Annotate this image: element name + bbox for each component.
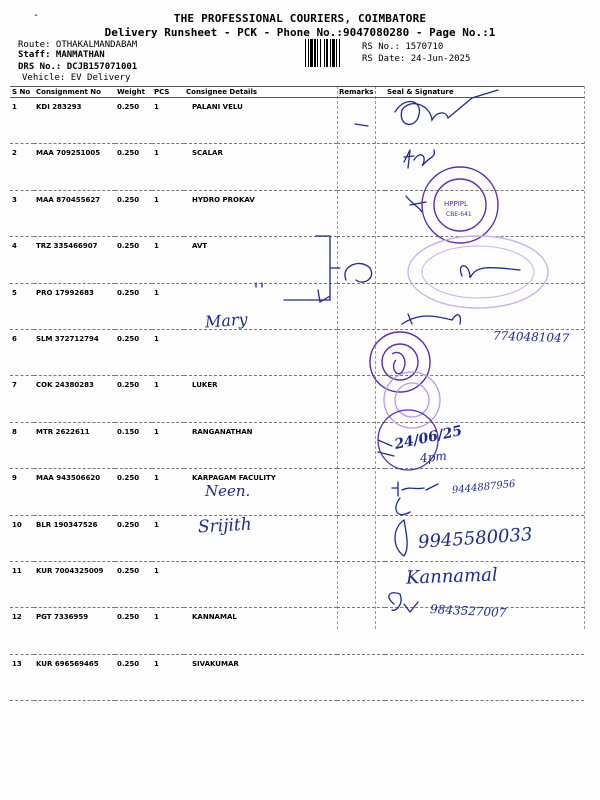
cell-pcs: 1 bbox=[152, 283, 184, 329]
cell-weight: 0.250 bbox=[115, 561, 152, 607]
cell-consignment: PRO 17992683 bbox=[34, 283, 115, 329]
col-signature: Seal & Signature bbox=[385, 87, 584, 98]
handwritten-date: 24/06/25 bbox=[393, 423, 464, 453]
cell-sno: 13 bbox=[10, 654, 34, 700]
handwritten-phone-row-13: 9843527007 bbox=[429, 602, 507, 620]
barcode-image bbox=[305, 39, 357, 67]
route: Route: OTHAKALMANDABAM bbox=[18, 40, 138, 50]
handwritten-phone-row-11: 9945580033 bbox=[417, 524, 534, 553]
cell-consignee: KARPAGAM FACULITY bbox=[184, 469, 337, 515]
cell-pcs: 1 bbox=[152, 237, 184, 283]
col-sno: S No bbox=[10, 87, 34, 98]
cell-pcs: 1 bbox=[152, 190, 184, 236]
handwritten-neen: Neen. bbox=[205, 482, 251, 500]
table-header bbox=[10, 87, 584, 98]
cell-consignment: MAA 709251005 bbox=[34, 144, 115, 190]
cell-consignee: LUKER bbox=[184, 376, 337, 422]
cell-remarks bbox=[337, 190, 385, 236]
col-weight: Weight bbox=[115, 87, 152, 98]
handwritten-mary: Mary bbox=[204, 309, 249, 332]
handwritten-srijith: Srijith bbox=[197, 514, 253, 538]
cell-pcs: 1 bbox=[152, 654, 184, 700]
runsheet-title: Delivery Runsheet - PCK - Phone No.:9047080280 - Page No.:1 bbox=[104, 26, 496, 39]
cell-weight: 0.250 bbox=[115, 329, 152, 375]
cell-sno: 9 bbox=[10, 469, 34, 515]
cell-sno: 6 bbox=[10, 329, 34, 375]
cell-consignment: MAA 870455627 bbox=[34, 190, 115, 236]
cell-signature bbox=[385, 283, 584, 329]
staff: Staff: MANMATHAN bbox=[18, 50, 105, 60]
cell-consignment: SLM 372712794 bbox=[34, 329, 115, 375]
cell-pcs: 1 bbox=[152, 469, 184, 515]
col-consignee: Consignee Details bbox=[184, 87, 337, 98]
company-name: THE PROFESSIONAL COURIERS, COIMBATORE bbox=[173, 12, 427, 25]
cell-pcs: 1 bbox=[152, 98, 184, 144]
table-row bbox=[10, 469, 584, 515]
cell-sno: 8 bbox=[10, 422, 34, 468]
cell-consignment: TRZ 335466907 bbox=[34, 237, 115, 283]
cell-remarks bbox=[337, 608, 385, 654]
cell-signature bbox=[385, 654, 584, 700]
cell-weight: 0.250 bbox=[115, 654, 152, 700]
cell-signature bbox=[385, 98, 584, 144]
rs-number: RS No.: 1570710 bbox=[362, 42, 444, 52]
cell-weight: 0.250 bbox=[115, 98, 152, 144]
cell-signature bbox=[385, 144, 584, 190]
cell-signature bbox=[385, 376, 584, 422]
table-row bbox=[10, 376, 584, 422]
handwritten-kannamal: Kannamal bbox=[405, 564, 498, 589]
cell-consignee: PALANI VELU bbox=[184, 98, 337, 144]
table-row bbox=[10, 144, 584, 190]
table-row bbox=[10, 190, 584, 236]
table-row bbox=[10, 98, 584, 144]
table-row bbox=[10, 237, 584, 283]
svg-text:HPPIPL: HPPIPL bbox=[444, 200, 468, 208]
cell-weight: 0.150 bbox=[115, 422, 152, 468]
cell-pcs: 1 bbox=[152, 329, 184, 375]
col-consignment: Consignment No bbox=[34, 87, 115, 98]
cell-signature bbox=[385, 190, 584, 236]
cell-weight: 0.250 bbox=[115, 376, 152, 422]
cell-remarks bbox=[337, 654, 385, 700]
cell-sno: 1 bbox=[10, 98, 34, 144]
cell-remarks bbox=[337, 98, 385, 144]
cell-consignment: PGT 7336959 bbox=[34, 608, 115, 654]
cell-consignment: KUR 7004325009 bbox=[34, 561, 115, 607]
cell-consignment: KDI 283293 bbox=[34, 98, 115, 144]
cell-weight: 0.250 bbox=[115, 237, 152, 283]
cell-remarks bbox=[337, 376, 385, 422]
cell-remarks bbox=[337, 329, 385, 375]
cell-consignment: KUR 696569465 bbox=[34, 654, 115, 700]
cell-weight: 0.250 bbox=[115, 469, 152, 515]
cell-consignee: SIVAKUMAR bbox=[184, 654, 337, 700]
cell-sno: 11 bbox=[10, 561, 34, 607]
cell-pcs: 1 bbox=[152, 561, 184, 607]
cell-remarks bbox=[337, 561, 385, 607]
col-remarks: Remarks bbox=[337, 87, 385, 98]
cell-remarks bbox=[337, 144, 385, 190]
cell-consignee: AVT bbox=[184, 237, 337, 283]
cell-weight: 0.250 bbox=[115, 608, 152, 654]
vehicle: Vehicle: EV Delivery bbox=[22, 73, 131, 83]
cell-consignee: SCALAR bbox=[184, 144, 337, 190]
cell-consignee: HYDRO PROKAV bbox=[184, 190, 337, 236]
cell-sno: 4 bbox=[10, 237, 34, 283]
handwritten-phone-row-7: 7740481047 bbox=[492, 328, 570, 346]
cell-consignee bbox=[184, 329, 337, 375]
cell-consignment: MTR 2622611 bbox=[34, 422, 115, 468]
cell-consignment: COK 24380283 bbox=[34, 376, 115, 422]
cell-pcs: 1 bbox=[152, 376, 184, 422]
cell-consignee: RANGANATHAN bbox=[184, 422, 337, 468]
cell-consignment: BLR 190347526 bbox=[34, 515, 115, 561]
cell-weight: 0.250 bbox=[115, 144, 152, 190]
cell-sno: 2 bbox=[10, 144, 34, 190]
cell-weight: 0.250 bbox=[115, 515, 152, 561]
cell-sno: 7 bbox=[10, 376, 34, 422]
cell-consignee: KANNAMAL bbox=[184, 608, 337, 654]
table-row bbox=[10, 654, 584, 700]
cell-pcs: 1 bbox=[152, 422, 184, 468]
cell-consignment: MAA 943506620 bbox=[34, 469, 115, 515]
cell-remarks bbox=[337, 469, 385, 515]
cell-pcs: 1 bbox=[152, 608, 184, 654]
cell-signature bbox=[385, 237, 584, 283]
cell-remarks bbox=[337, 422, 385, 468]
handwritten-time: 4pm bbox=[419, 448, 448, 466]
cell-remarks bbox=[337, 283, 385, 329]
table-row bbox=[10, 422, 584, 468]
cell-weight: 0.250 bbox=[115, 190, 152, 236]
cell-remarks bbox=[337, 515, 385, 561]
rs-date: RS Date: 24-Jun-2025 bbox=[362, 54, 471, 64]
cell-remarks bbox=[337, 237, 385, 283]
cell-weight: 0.250 bbox=[115, 283, 152, 329]
cell-sno: 3 bbox=[10, 190, 34, 236]
corner-mark: - bbox=[33, 10, 40, 21]
cell-consignee bbox=[184, 561, 337, 607]
svg-text:CBE-641: CBE-641 bbox=[446, 211, 472, 218]
cell-sno: 12 bbox=[10, 608, 34, 654]
cell-sno: 5 bbox=[10, 283, 34, 329]
cell-pcs: 1 bbox=[152, 144, 184, 190]
cell-sno: 10 bbox=[10, 515, 34, 561]
handwritten-phone-row-10: 9444887956 bbox=[451, 478, 517, 497]
drs-number: DRS No.: DCJB157071001 bbox=[18, 62, 138, 72]
cell-pcs: 1 bbox=[152, 515, 184, 561]
col-pcs: PCS bbox=[152, 87, 184, 98]
table-row bbox=[10, 283, 584, 329]
